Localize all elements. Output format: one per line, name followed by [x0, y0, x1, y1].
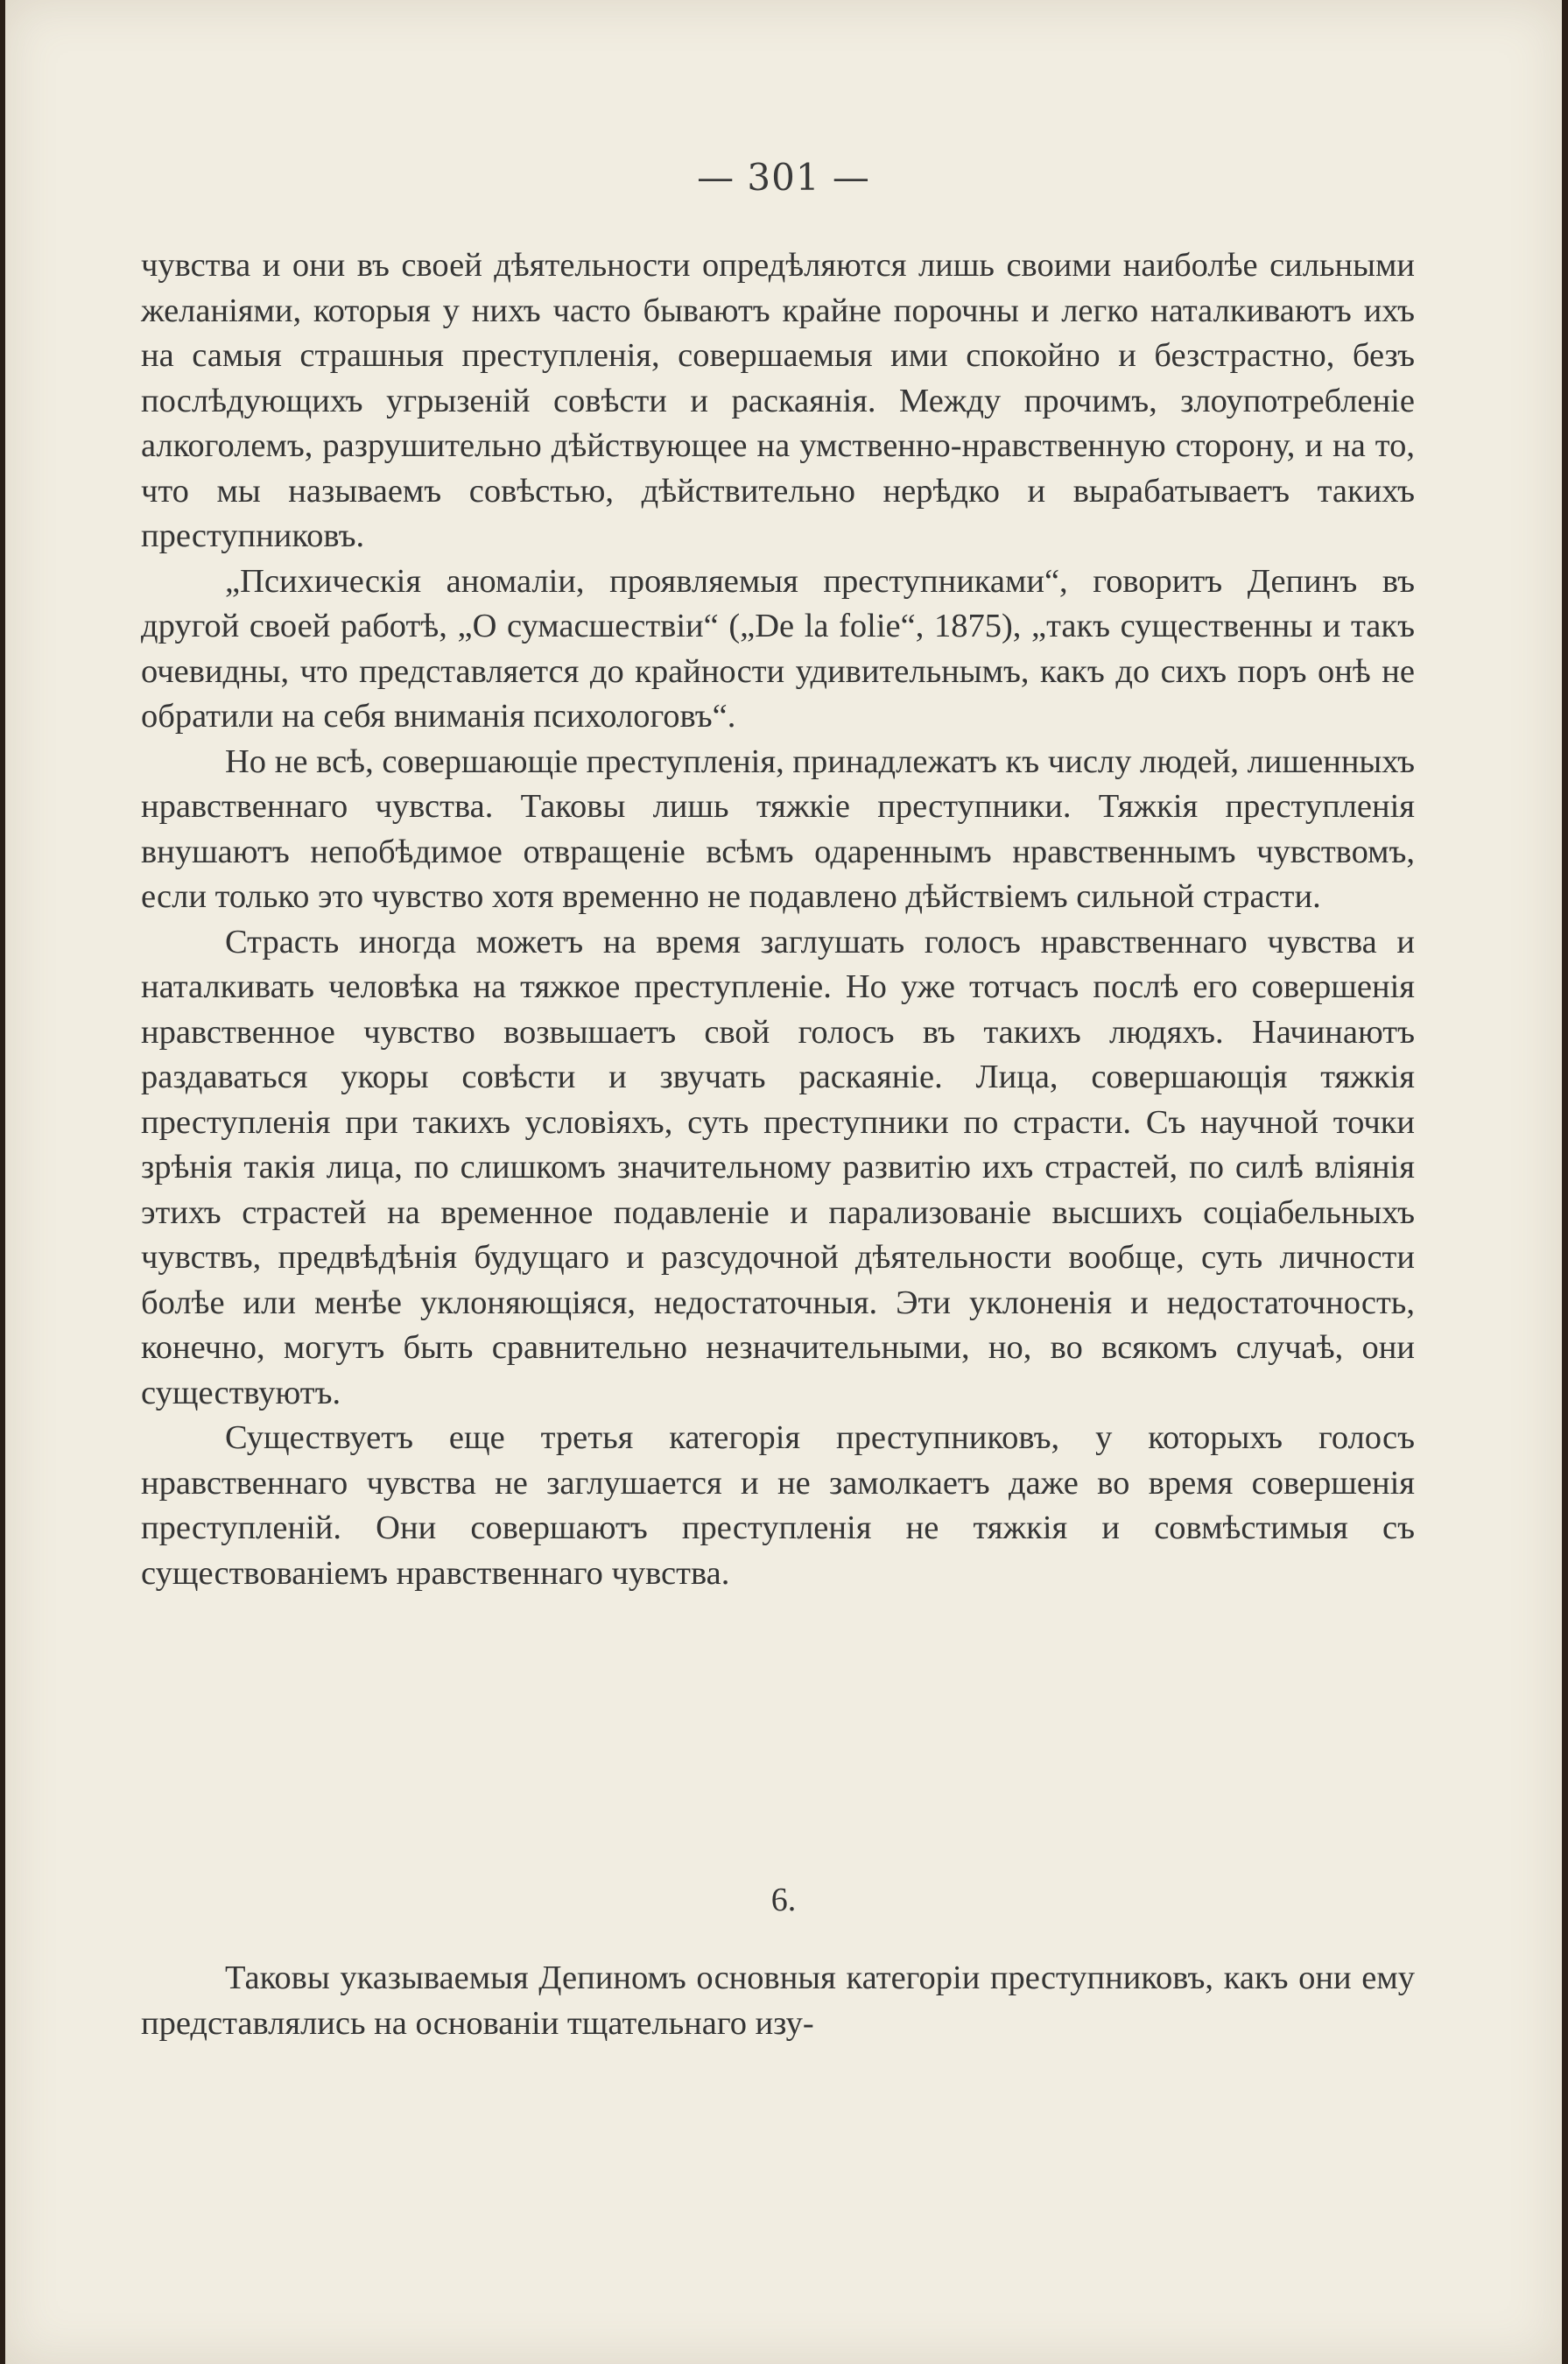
paragraph-4: Страсть иногда можетъ на время заглушать голосъ нравственнаго чувства и наталкивать человѣка на тяжкое преступленіе. Но уже тотчасъ послѣ его совершенія нравственное чувство возвышаетъ свой голосъ въ такихъ людяхъ. Начинаютъ раздаваться укоры совѣсти и звучать раскаяніе. Лица, совершающія тяжкія преступленія при такихъ условіяхъ, суть преступники по страсти. Съ научной точки зрѣнія такія лица, по слишкомъ значительному развитію ихъ страстей, по силѣ вліянія этихъ страстей на временное подавленіе и парализованіе высшихъ соціабельныхъ чувствъ, предвѣдѣнія будущаго и разсудочной дѣятельности вообще, суть личности болѣе или менѣе уклоняющіяся, недостаточныя. Эти уклоненія и недостаточность, конечно, могутъ быть сравнительно незначительными, но, во всякомъ случаѣ, они существуютъ.	[141, 923, 1415, 1411]
section-number: 6.	[770, 1882, 797, 1918]
section-body-text	[141, 1956, 1415, 2046]
page-number: — 301 —	[697, 156, 870, 199]
paragraph-3: Но не всѣ, совершающіе преступленія, принадлежатъ къ числу людей, лишенныхъ нравственнаго чувства. Таковы лишь тяжкіе преступники. Тяжкія преступленія внушаютъ непобѣдимое отвращеніе всѣмъ одареннымъ нравственнымъ чувствомъ, если только это чувство хотя временно не подавлено дѣйствіемъ сильной страсти.	[141, 742, 1415, 915]
body-text	[141, 243, 1415, 1596]
paragraph-5: Существуетъ еще третья категорія преступниковъ, у которыхъ голосъ нравственнаго чувства не заглушается и не замолкаетъ даже во время совершенія преступленій. Они совершаютъ преступленія не тяжкія и совмѣстимыя съ существованіемъ нравственнаго чувства.	[141, 1419, 1415, 1592]
book-page	[5, 0, 1562, 2364]
paragraph-1: чувства и они въ своей дѣятельности опредѣляются лишь своими наиболѣе сильными желаніями, которыя у нихъ часто бываютъ крайне порочны и легко наталкиваютъ ихъ на самыя страшныя преступленія, совершаемыя ими спокойно и безстрастно, безъ послѣдующихъ угрызеній совѣсти и раскаянія. Между прочимъ, злоупотребленіе алкоголемъ, разрушительно дѣйствующее на умственно-нравственную сторону, и на то, что мы называемъ совѣстью, дѣйствительно нерѣдко и вырабатываетъ такихъ преступниковъ.	[141, 247, 1415, 554]
paragraph-2: „Психическія аномаліи, проявляемыя преступниками“, говоритъ Депинъ въ другой своей работѣ, „О сумасшествіи“ („De la folie“, 1875), „такъ существенны и такъ очевидны, что представляется до крайности удивительнымъ, какъ до сихъ поръ онѣ не обратили на себя вниманія психологовъ“.	[141, 562, 1415, 735]
section-paragraph-1: Таковы указываемыя Депиномъ основныя категоріи преступниковъ, какъ они ему представлялись на основаніи тщательнаго изу-	[141, 1959, 1415, 2042]
